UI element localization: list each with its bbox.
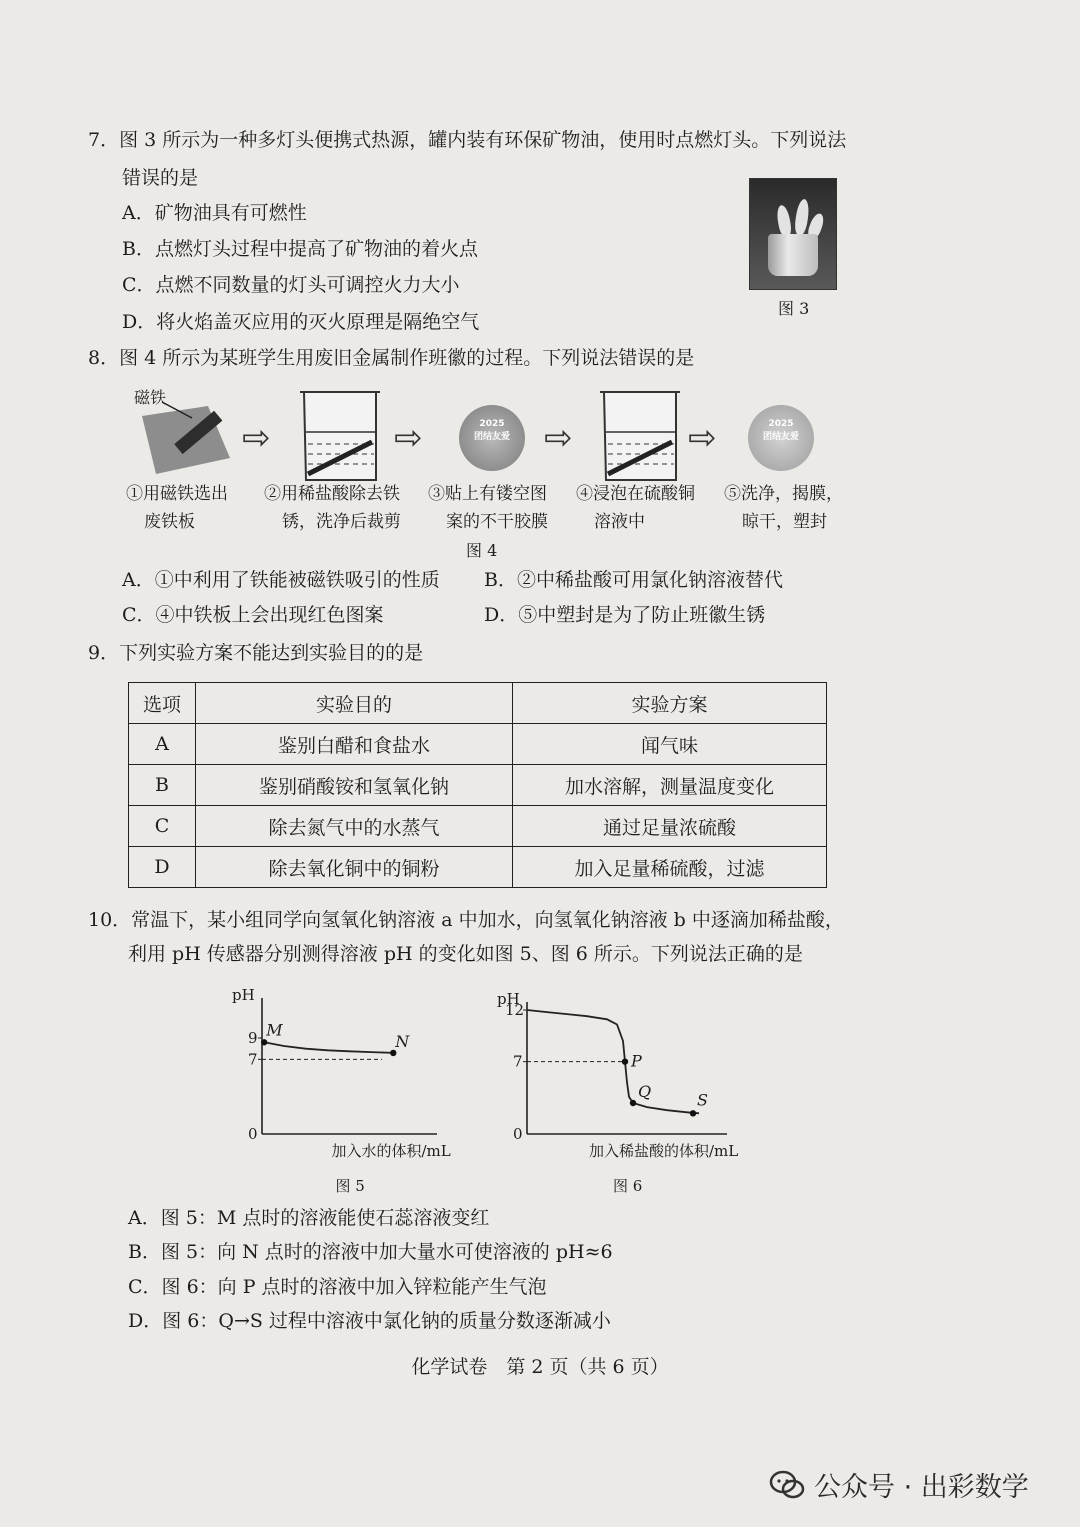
- step3-caption: [428, 480, 548, 536]
- table-cell: 加水溶解，测量温度变化: [513, 765, 827, 806]
- step-arrow-icon: ⇨: [688, 418, 717, 458]
- table-cell: D: [129, 847, 196, 888]
- badge-year: 2025: [768, 419, 794, 429]
- point-label: S: [697, 1090, 708, 1110]
- q10-option-d: D．图 6：Q→S 过程中溶液中氯化钠的质量分数逐渐减小: [128, 1310, 611, 1332]
- data-point: [622, 1058, 628, 1064]
- step1-caption: [126, 480, 228, 536]
- table-cell: A: [129, 724, 196, 765]
- q10-option-c: C．图 6：向 P 点时的溶液中加入锌粒能产生气泡: [128, 1276, 547, 1298]
- q10-stem-line2: 利用 pH 传感器分别测得溶液 pH 的变化如图 5、图 6 所示。下列说法正确的是: [128, 943, 803, 965]
- q9-table: [128, 682, 827, 888]
- y-tick-label: 7: [513, 1052, 523, 1071]
- y-tick-label: 0: [513, 1125, 523, 1143]
- data-point: [630, 1100, 636, 1106]
- step4-beaker-illustration: [598, 388, 684, 484]
- step1-magnet-illustration: [130, 388, 235, 483]
- step5-caption-line1: ⑤洗净，揭膜，: [724, 484, 843, 504]
- watermark: [770, 1465, 1029, 1504]
- figure-6-chart: [497, 980, 740, 1204]
- wechat-icon: [770, 1470, 804, 1500]
- step-arrow-icon: ⇨: [394, 418, 423, 458]
- table-cell: 鉴别白醋和食盐水: [196, 724, 513, 765]
- q7-option-d: D．将火焰盖灭应用的灭火原理是隔绝空气: [122, 311, 480, 333]
- step-arrow-icon: ⇨: [242, 418, 271, 458]
- x-axis-label: 加入水的体积/mL: [331, 1142, 451, 1160]
- q9-stem: 9．下列实验方案不能达到实验目的的是: [88, 642, 424, 664]
- q8-option-a: A．①中利用了铁能被磁铁吸引的性质: [122, 569, 440, 591]
- q8-stem: 8．图 4 所示为某班学生用废旧金属制作班徽的过程。下列说法错误的是: [88, 347, 695, 369]
- q7-option-b: B．点燃灯头过程中提高了矿物油的着火点: [122, 238, 478, 260]
- table-cell: 通过足量浓硫酸: [513, 806, 827, 847]
- magnet-label: 磁铁: [134, 388, 167, 407]
- step1-caption-line2: 废铁板: [144, 512, 195, 532]
- page-footer: 化学试卷 第 2 页（共 6 页）: [411, 1356, 669, 1378]
- step2-caption: [264, 480, 401, 536]
- badge-text: 团结友爱: [762, 432, 799, 442]
- y-tick-label: 12: [505, 1001, 525, 1019]
- step4-caption: [576, 480, 695, 536]
- table-cell: 加入足量稀硫酸，过滤: [513, 847, 827, 888]
- q10-stem-line1: 10．常温下，某小组同学向氢氧化钠溶液 a 中加水，向氢氧化钠溶液 b 中逐滴加稀盐酸，: [88, 909, 844, 931]
- table-row: [129, 806, 827, 847]
- step5-badge-illustration: [748, 405, 814, 471]
- series-line: [264, 1042, 393, 1053]
- y-axis-label: pH: [497, 990, 520, 1008]
- q10-option-a: A．图 5：M 点时的溶液能使石蕊溶液变红: [128, 1207, 490, 1229]
- step3-badge-illustration: [459, 405, 525, 471]
- table-header-cell: 实验目的: [196, 683, 513, 724]
- step2-caption-line2: 锈，洗净后裁剪: [282, 512, 401, 532]
- step3-caption-line1: ③贴上有镂空图: [428, 484, 547, 504]
- table-row: [129, 847, 827, 888]
- step2-beaker-illustration: [298, 388, 384, 484]
- q7-stem-line1: 7．图 3 所示为一种多灯头便携式热源，罐内装有环保矿物油，使用时点燃灯头。下列说法: [88, 129, 847, 151]
- step5-caption: [724, 480, 843, 536]
- step4-caption-line1: ④浸泡在硫酸铜: [576, 484, 695, 504]
- table-cell: 除去氧化铜中的铜粉: [196, 847, 513, 888]
- y-tick-label: 9: [248, 1029, 258, 1047]
- step4-caption-line2: 溶液中: [594, 512, 645, 532]
- q7-option-a: A．矿物油具有可燃性: [122, 202, 307, 224]
- watermark-text: 公众号 · 出彩数学: [814, 1472, 1029, 1503]
- y-tick-label: 0: [248, 1125, 258, 1143]
- figure-4-caption: 图 4: [466, 541, 498, 560]
- q8-option-c: C．④中铁板上会出现红色图案: [122, 604, 384, 626]
- y-axis-label: pH: [232, 986, 255, 1004]
- step1-caption-line1: ①用磁铁选出: [126, 484, 228, 504]
- point-label: P: [631, 1051, 642, 1071]
- table-cell: C: [129, 806, 196, 847]
- q8-option-d: D．⑤中塑封是为了防止班徽生锈: [484, 604, 766, 626]
- step2-caption-line1: ②用稀盐酸除去铁: [264, 484, 400, 504]
- chart-title: 图 5: [335, 1177, 365, 1195]
- figure-3-photo: [749, 178, 837, 290]
- data-point: [261, 1039, 267, 1045]
- badge-text: 团结友爱: [473, 432, 510, 442]
- x-axis-label: 加入稀盐酸的体积/mL: [589, 1142, 739, 1160]
- table-cell: 除去氮气中的水蒸气: [196, 806, 513, 847]
- step3-caption-line2: 案的不干胶膜: [446, 512, 548, 532]
- step5-caption-line2: 晾干，塑封: [742, 512, 827, 532]
- point-label: N: [395, 1031, 410, 1051]
- badge-year: 2025: [479, 419, 505, 429]
- q8-option-b: B．②中稀盐酸可用氯化钠溶液替代: [484, 569, 783, 591]
- table-header-cell: 选项: [129, 683, 196, 724]
- step-arrow-icon: ⇨: [544, 418, 573, 458]
- figure-5-chart: [224, 984, 454, 1204]
- data-point: [690, 1110, 696, 1116]
- table-header-row: [129, 683, 827, 724]
- point-label: M: [266, 1020, 283, 1040]
- q7-stem-line2: 错误的是: [122, 167, 199, 189]
- table-header-cell: 实验方案: [513, 683, 827, 724]
- point-label: Q: [638, 1082, 652, 1101]
- q10-option-b: B．图 5：向 N 点时的溶液中加大量水可使溶液的 pH≈6: [128, 1241, 613, 1263]
- q7-option-c: C．点燃不同数量的灯头可调控火力大小: [122, 274, 460, 296]
- table-cell: 闻气味: [513, 724, 827, 765]
- figure-3-caption: 图 3: [778, 299, 810, 318]
- y-tick-label: 7: [248, 1050, 258, 1069]
- table-cell: 鉴别硝酸铵和氢氧化钠: [196, 765, 513, 806]
- chart-title: 图 6: [613, 1177, 643, 1195]
- table-row: [129, 765, 827, 806]
- table-cell: B: [129, 765, 196, 806]
- table-row: [129, 724, 827, 765]
